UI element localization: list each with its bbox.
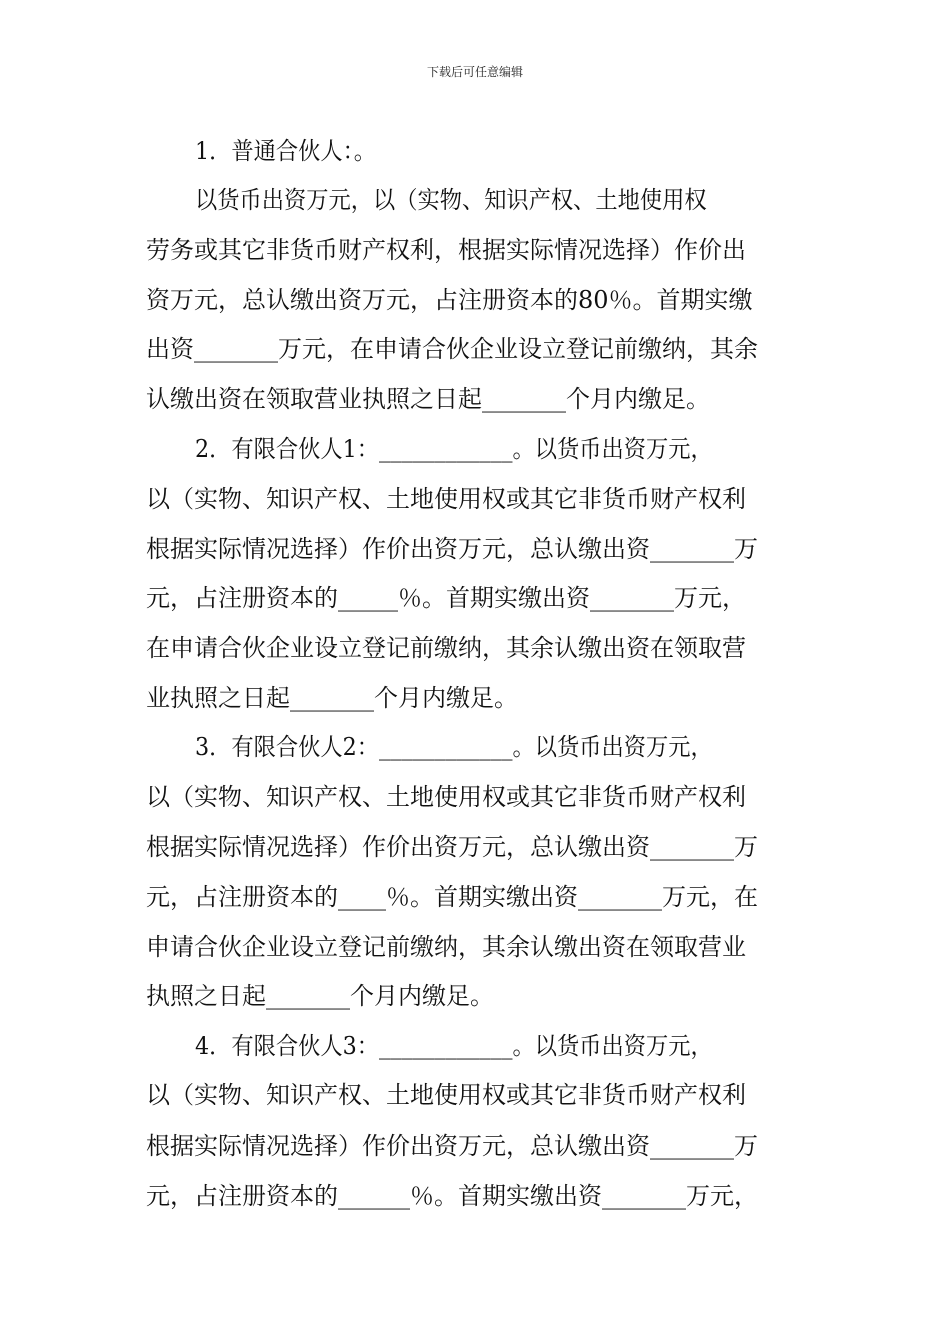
paragraph-line: 元，占注册资本的______％。首期实缴出资_______万元， xyxy=(146,1182,758,1210)
paragraph-line: 以（实物、知识产权、土地使用权或其它非货币财产权利 xyxy=(146,485,746,513)
paragraph-line: 执照之日起_______个月内缴足。 xyxy=(146,982,494,1010)
paragraph-line: 以货币出资万元，以（实物、知识产权、土地使用权 xyxy=(195,186,707,214)
paragraph-line: 业执照之日起_______个月内缴足。 xyxy=(146,684,518,712)
paragraph-line: 在申请合伙企业设立登记前缴纳，其余认缴出资在领取营 xyxy=(146,634,746,662)
paragraph-line: 认缴出资在领取营业执照之日起_______个月内缴足。 xyxy=(146,385,710,413)
paragraph-line: 根据实际情况选择）作价出资万元，总认缴出资_______万 xyxy=(146,833,758,861)
paragraph-2-heading: 2．有限合伙人1：____________。以货币出资万元， xyxy=(195,435,713,463)
paragraph-4-heading: 4．有限合伙人3：____________。以货币出资万元， xyxy=(195,1032,713,1060)
paragraph-line: 以（实物、知识产权、土地使用权或其它非货币财产权利 xyxy=(146,1081,746,1109)
paragraph-3-heading: 3．有限合伙人2：____________。以货币出资万元， xyxy=(195,733,713,761)
paragraph-line: 根据实际情况选择）作价出资万元，总认缴出资_______万 xyxy=(146,535,758,563)
paragraph-line: 以（实物、知识产权、土地使用权或其它非货币财产权利 xyxy=(146,783,746,811)
paragraph-line: 申请合伙企业设立登记前缴纳，其余认缴出资在领取营业 xyxy=(146,933,746,961)
paragraph-1-heading: 1．普通合伙人：。 xyxy=(195,137,377,165)
paragraph-line: 劳务或其它非货币财产权利，根据实际情况选择）作价出 xyxy=(146,236,746,264)
paragraph-line: 元，占注册资本的____％。首期实缴出资_______万元，在 xyxy=(146,883,758,911)
paragraph-line: 根据实际情况选择）作价出资万元，总认缴出资_______万 xyxy=(146,1132,758,1160)
paragraph-line: 资万元，总认缴出资万元，占注册资本的80％。首期实缴 xyxy=(146,286,753,314)
paragraph-line: 出资_______万元，在申请合伙企业设立登记前缴纳，其余 xyxy=(146,335,758,363)
page-header: 下载后可任意编辑 xyxy=(426,65,523,79)
paragraph-line: 元，占注册资本的_____％。首期实缴出资_______万元， xyxy=(146,584,746,612)
